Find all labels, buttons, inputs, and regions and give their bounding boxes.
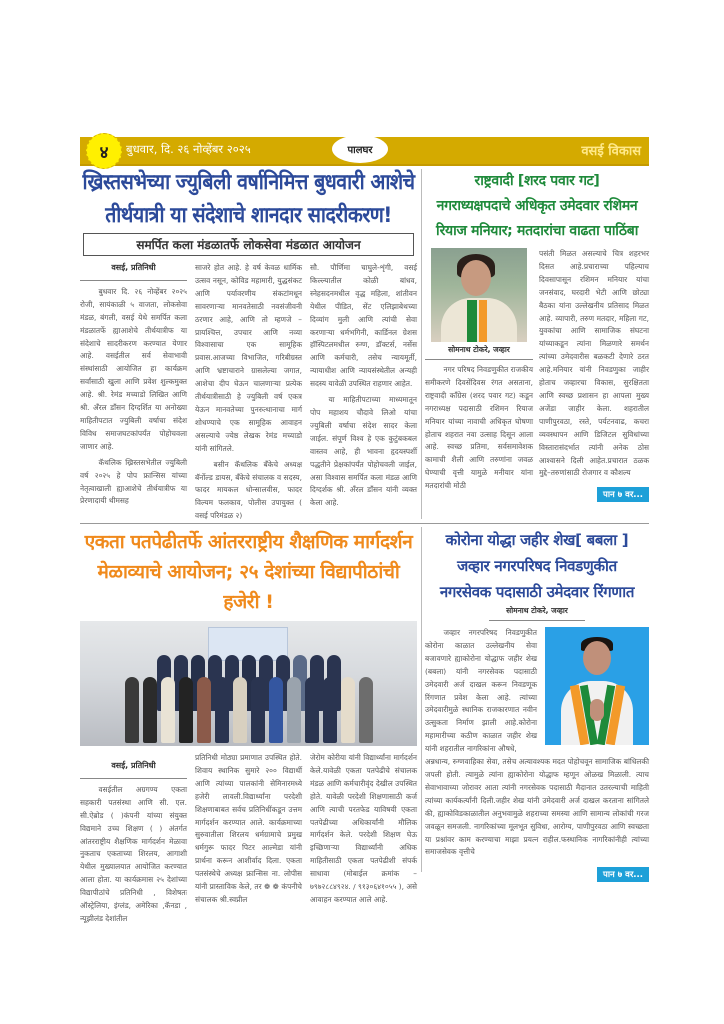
headline-line: नगराध्यक्षपदाचे अधिकृत उमेदवार रशिमन [436,198,638,214]
article-body [425,248,649,502]
paragraph: कॅथलिक ख्रिस्तसभेतील ज्युबिली वर्ष २०२५ हे पोप फ्रान्सिस यांच्या नेतृत्वाखाली ह्याआशेचे तीर्थयात्रीफ या प्रेरणादायी थीमसह [80,457,187,506]
candidate-photo [545,627,649,745]
headline [80,527,417,617]
issue-date: बुधवार, दि. २६ नोव्हेंबर २०२५ [126,142,251,156]
subheadline: समर्पित कला मंडळातर्फे लोकसेवा मंडळात आयोजन [83,233,414,256]
paragraph: पसंती मिळत असल्याचे चित्र शहरभर दिसत आहे.प्रचाराच्या पहिल्याच दिवसापासून रशिमन मनियार यांचा जनसंवाद, घरदारी भेटी आणि छोट्या बैठका यांना उल्लेखनीय प्रतिसाद मिळत आहे. व्यापारी, तरुण मतदार, महिला गट, युवकांचा आणि सामाजिक संघटना यांच्याकडून त्यांना मिळणारे समर्थन त्यांच्या उमेदवारीस बळकटी देणारे ठरत आहे.मनियार यांनी निवडणुका जाहीर होताच जव्हारचा विकास, सुरक्षितता आणि स्वच्छ प्रशासन हा आपला मुख्य अजेंडा जाहीर केला. शहरातील पाणीपुरवठा, रस्ते, पर्यटनवाढ, कचरा व्यवस्थापन आणि डिजिटल सुविधांच्या विस्तारासंदर्भात त्यांनी अनेक ठोस आश्वासने दिली आहेत.प्रचारात ठळक मुद्दे–तरुणांसाठी रोजगार व कौशल्य [539,249,649,478]
headline [80,166,417,232]
paragraph: बसीन कॅथलिक बँकेचे अध्यक्ष बॅर्नोल्ड डायस, बँकेचे संचालक व सदस्य, फादर मायकल धोन्सालवीस, फादर विल्यम फलकाव, पोलीस उपायुक्त ( वसई परिमंडळ २) [195,459,302,521]
paragraph: साजरे होत आहे. हे वर्ष केवळ धार्मिक उत्सव नसून, कोविड महामारी, युद्धसंकट आणि पर्यावरणीय संकटांमधून सावरणाऱ्या मानवतेसाठी नवसंजीवनी ठरणार आहे, आणि तो म्हणजे – प्रायश्चित्त, उपचार आणि नव्या विश्वासाचा एक सामूहिक प्रवास.आजच्या विभाजित, गरिबीग्रस्त आणि भ्रष्टाचाराने ग्रासलेल्या जगात, आशेचा दीप घेऊन चालणाऱ्या प्रत्येक तीर्थयात्रीसाठी हे ज्युबिली वर्ष एकत्र येऊन मानवतेच्या पुनरुत्थानाचा मार्ग शोधण्याचे एक सामूहिक आवाहन असल्याचे ज्येष्ठ लेखक रेमंड मच्याडो यांनी सांगितले. [195,263,302,453]
byline: वसई, प्रतिनिधी [80,760,187,779]
paragraph: जेरोम कोरीया यांनी विद्यार्थ्यांना मार्गदर्शन केले.यावेळी एकता पतपेढीचे संचालक मंडळ आणि कर्मचारीवृंद देखील उपस्थित होते. यावेळी परदेशी शिक्षणासाठी कर्ज आणि त्याची परतफेड याविषयी एकता पतपेढीच्या अधिकार्यांनी मौलिक मार्गदर्शन केले. परदेशी शिक्षण घेऊ इच्छिणाऱ्या विद्यार्थ्यांनी अधिक माहितीसाठी एकता पतपेढीशी संपर्क साधावा (मोबाईल क्रमांक – ७९७२८८४९२४. / ९१३०६४१०५५ ), असे आवाहन करण्यात आले आहे. [310,753,417,904]
paragraph: सौ. पौर्णिमा चाघुले-शृंगी, वसई किल्ल्यातील कोळी बांधव, स्नेहसदनमधील वृद्ध महिला, शांतीवन येथील पीडित, सेंट एलिझाबेथच्या दिव्यांग मुली आणि त्यांची सेवा करणाऱ्या धर्मभगिनी, कार्डिनल ग्रेशस हॉस्पिटलमधील रुग्ण, डॉक्टर्स, नर्सेस आणि कर्मचारी, तसेच न्यायमूर्ती, न्यायाधीश आणि न्यायसंस्थेतील अन्यही सदस्य यावेळी उपस्थित राहणार आहेत. [310,263,417,389]
paragraph: या माहितीपटाच्या माध्यमातून पोप महाशय चौदावे लिओ यांचा ज्युबिली वर्षाचा संदेश सादर केला जाईल. संपूर्ण विश्व हे एक कुटुंबकबल वास्तव आहे, ही भावना हृदयस्पर्शी पद्धतीने प्रेक्षकांपर्यंत पोहोचवली जाईल, असा विश्वास समर्पित कला मंडळ आणि दिग्दर्शक श्री. अँरल डाँसन यांनी व्यक्त केला आहे. [310,395,417,508]
column-2 [195,752,302,926]
left-column [425,248,533,502]
newspaper-page [80,137,649,923]
page-number-badge: ४ [86,133,122,169]
headline [425,169,649,244]
byline: वसई, प्रतिनिधी [80,262,187,281]
column-2 [195,262,302,523]
headline-line: जव्हार नगरपरिषद निवडणुकीत [457,557,617,575]
continued-on-page-link[interactable]: पान ७ वर... [597,867,649,882]
article-columns [80,262,417,523]
headline-line: राष्ट्रवादी [शरद पवार गट] [474,173,600,189]
column-divider [421,527,422,872]
column-1 [80,262,187,523]
group-photo [80,621,417,746]
headline-line: कोरोना योद्धा जहीर शेख[ बबला ] [445,531,629,549]
photo-caption: सोमनाथ टोकरे, जव्हार [425,345,533,360]
paragraph: नगर परिषद निवडणुकीत राजकीय समीकरणे दिवसेंदिवस रंगत असताना, राष्ट्रवादी काँग्रेस (शरद पवार गट) कडून नगराध्यक्ष पदासाठी रशिमन रियाज मनियार यांच्या नावाची अधिकृत घोषणा होताच शहरात नवा उत्साह दिसून आला आहे. स्वच्छ प्रतिमा, सर्वसमावेशक कामाची शैली आणि तरुणांना जवळ घेण्याची वृत्ती यामुळे मनीयार यांना मतदारांची मोठी [425,365,533,491]
column-1 [80,752,187,926]
paragraph: अन्नधान्य, रुग्णवाहिका सेवा, तसेच अत्यावश्यक मदत पोहोचवून सामाजिक बांधिलकी जपली होती. त्यामुळे त्यांना ह्याकोरोना योद्धाफ म्हणून ओळख मिळाली. त्याच सेवाभावाच्या जोरावर आता त्यांनी नगरसेवक पदासाठी मैदानात उतरल्याची माहिती त्यांच्या कार्यकर्त्यांनी दिली.जहीर शेख यांनी उमेदवारी अर्ज दाखल करताना सांगितले की, ह्याकोविडकाळातील अनुभवामुळे शहराच्या समस्या आणि सामान्य लोकांची गरज जवळून समजली. नागरिकांच्या मूलभूत सुविधा, आरोग्य, पाणीपुरवठा आणि स्वच्छता या प्रश्नांवर काम करण्याचा माझा प्रयत्न राहील.फस्थानिक नागरिकांनीही त्यांच्या समाजसेवक वृत्तीचे [425,757,649,857]
headline-line: मेळाव्याचे आयोजन; २५ देशांच्या विद्यापीठांची हजेरी ! [97,561,400,613]
continued-on-page-link[interactable]: पान ७ वर... [597,487,649,502]
article-body [425,627,649,756]
paragraph: वसईतील अग्रगण्य एकता सहकारी पतसंस्था आणि सी. एल. सी.ऐब्रोड ( )कंपनी यांच्या संयुक्त विद्यमाने उच्च शिक्षण ( ) अंतर्गत आंतरराष्ट्रीय शैक्षणिक मार्गदर्शन मेळावा नुकताच एकताच्या शिरलय, आगाशी येथील मुख्यालयात आयोजित करण्यात आला होता. या कार्यक्रमास २५ देशांच्या विद्यापीठांचे प्रतिनिधी , विशेषतः ऑस्ट्रेलिया, इंग्लंड, अमेरिका ,कॅनडा , न्यूझीलंड देशांतील [80,784,187,923]
article-columns [80,752,417,926]
candidate-photo [431,248,527,342]
article-ekta-fair [80,527,417,926]
column-divider [421,169,422,519]
article-ncp-candidate [425,169,649,502]
paragraph: जव्हार नगरपरिषद निवडणुकीत कोरोना काळात उल्लेखनीय सेवा बजावणारे ह्याकोरोना योद्धाफ जहीर शेख (बबला) यांनी नगरसेवक पदासाठी उमेदवारी अर्ज दाखल करून निवडणूक रिंगणात प्रवेश केला आहे. त्यांच्या उमेदवारीमुळे स्थानिक राजकारणात नवीन उत्सुकता निर्माण झाली आहे.कोरोना महामारीच्या कठीण काळात जहीर शेख यांनी शहरातील नागरिकांना औषधे, [425,628,537,754]
paper-name: वसई विकास [581,144,641,159]
masthead [80,137,649,166]
edition-location: पालघर [332,135,388,163]
headline-line: रियाज मनियार; मतदारांचा वाढता पाठिंबा [435,223,639,239]
column-3 [310,262,417,523]
byline: सोमनाथ टोकरे, जव्हार [489,606,585,621]
article-corona-warrior [425,527,649,882]
headline [425,527,649,605]
paragraph: प्रतिनिधी मोठ्या प्रमाणात उपस्थित होते. शिवाय स्थानिक सुमारे २०० विद्यार्थी आणि त्यांच्या पालकांनी सेमिनारमध्ये हजेरी लावली.विद्यार्थ्यांना परदेशी शिक्षणाबाबत सर्वच प्रतिनिधींकडून उत्तम मार्गदर्शन करण्यात आले. कार्यक्रमाच्या सुरुवातीला शिरलय धर्मग्रामाचे प्रमुख धर्मगुरू फादर पिटर आल्मेडा यांनी प्रार्थना करून आशीर्वाद दिला. एकता पतसंस्थेचे अध्यक्ष फ्रान्सिस ना. लोपीस यांनी प्रास्ताविक केले, तर ❁ ❁ कंपनीचे संचालक श्री.स्वप्नील [195,753,302,904]
article-jubilee [80,169,417,523]
paragraph: बुधवार दि. २६ नोव्हेंबर २०२५ रोजी, सायंकाळी ५ वाजता, लोकसेवा मंडळ, बंगली, वसई येथे समर्पित कला मंडळातर्फे ह्याआशेचे तीर्थयात्रीफ या संदेशाचे सादरीकरण करण्यात येणार आहे. वसईतील सर्व सेवाभावी संस्थांसाठी आयोजित हा कार्यक्रम सर्वांसाठी खुला आणि प्रवेश शुल्कमुक्त आहे. श्री. रेमंड मच्याडो लिखित आणि श्री. अँरल डाँसन दिग्दर्शित या अनोख्या माहितीपटात ज्युबिली वर्षाचा संदेश विविध समाजघटकांपर्यंत पोहोचवला जाणार आहे. [80,286,187,451]
headline-line: एकता पतपेढीतर्फे आंतरराष्ट्रीय शैक्षणिक मार्गदर्शन [84,531,413,553]
section-divider [80,523,649,524]
headline-line: नगरसेवक पदासाठी उमेदवार रिंगणात [439,583,635,601]
headline-line: ख्रिस्तसभेच्या ज्युबिली वर्षानिमित्त बुधवारी आशेचे [82,169,415,195]
column-3 [310,752,417,926]
headline-line: तीर्थयात्री या संदेशाचे शानदार सादरीकरण! [105,202,392,228]
right-column [539,248,649,502]
